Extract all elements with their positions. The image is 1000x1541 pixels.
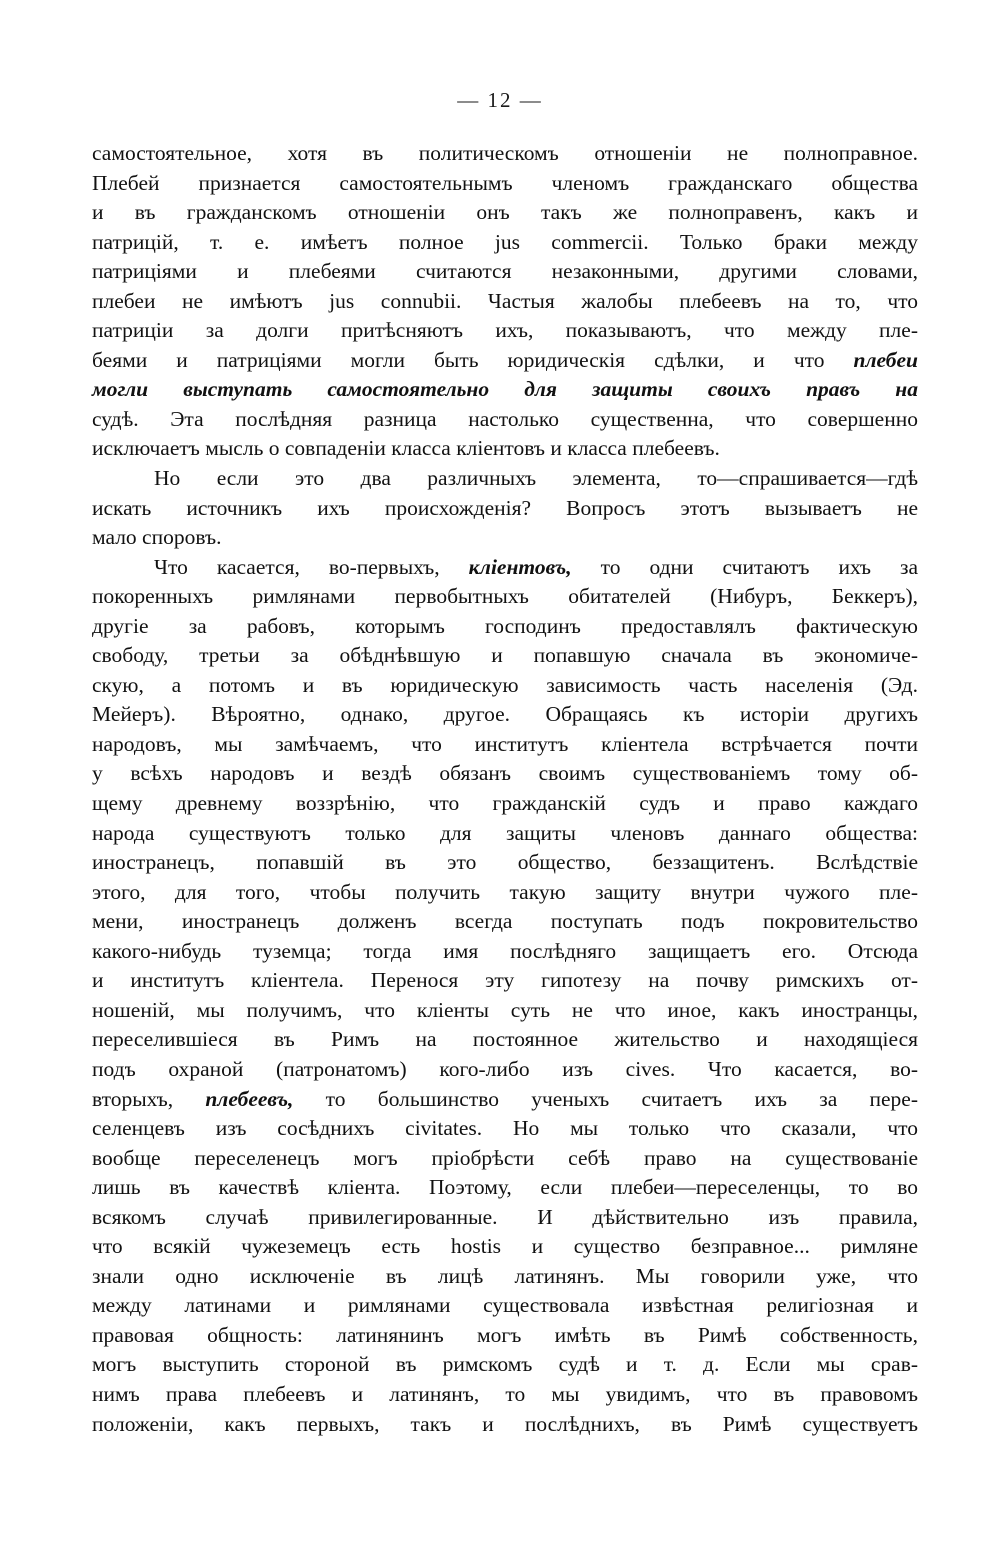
text-line: переселившіеся въ Римъ на постоянное жительство и находящіеся [92,1027,918,1052]
text-line: нимъ права плебеевъ и латинянъ, то мы увидимъ, что въ правовомъ [92,1381,918,1406]
text-line: судѣ. Эта послѣдняя разница настолько существенна, что совершенно [92,406,918,431]
text-fragment: Что касается, во-первыхъ, [154,554,440,579]
text-line: Плебей признается самостоятельнымъ членомъ гражданскаго общества [92,170,918,195]
text-fragment: вторыхъ, [92,1086,174,1111]
text-line: Но если это два различныхъ элемента, то—спрашивается—гдѣ [154,466,918,491]
text-line: мени, иностранецъ долженъ всегда поступать подъ покровительство [92,909,918,934]
text-line: свободу, третьи за обѣднѣвшую и попавшую сначала въ экономиче- [92,643,918,668]
text-line: лишь въ качествѣ кліента. Поэтому, если плебеи—переселенцы, то во [92,1175,918,1200]
text-fragment: то одни считаютъ ихъ за [600,554,919,579]
text-line: что всякій чужеземецъ есть hostis и существо безправное... римляне [92,1234,918,1259]
text-line: правовая общность: латинянинъ могъ имѣть въ Римѣ собственность, [92,1322,918,1347]
text-line: ношеній, мы получимъ, что кліенты суть не что иное, какъ иностранцы, [92,997,918,1022]
page-number: — 12 — [457,88,543,112]
text-line: селенцевъ изъ сосѣднихъ civitates. Но мы только что сказали, что [92,1116,918,1141]
text-line: у всѣхъ народовъ и вездѣ обязанъ своимъ существованіемъ тому об- [92,761,918,786]
text-line: знали одно исключеніе въ лицѣ латинянъ. Мы говорили уже, что [92,1263,918,1288]
text-line: всякомъ случаѣ привилегированные. И дѣйствительно изъ правила, [92,1204,918,1229]
text-line [92,375,918,405]
text-line: положеніи, какъ первыхъ, такъ и послѣднихъ, въ Римѣ существуетъ [92,1411,918,1436]
text-line: Мейеръ). Вѣроятно, однако, другое. Обращаясь къ исторіи другихъ [92,702,918,727]
text-line: щему древнему воззрѣнію, что гражданскій судъ и право каждаго [92,791,918,816]
text-line: иностранецъ, попавшій въ это общество, беззащитенъ. Вслѣдствіе [92,850,918,875]
text-line: исключаетъ мысль о совпаденіи класса кліентовъ и класса плебеевъ. [92,436,720,461]
text-line: патриціи за долги притѣсняютъ ихъ, показываютъ, что между пле- [92,318,918,343]
text-line: и институтъ кліентела. Перенося эту гипотезу на почву римскихъ от- [92,968,918,993]
text-line: мало споровъ. [92,525,222,550]
text-line: патрицій, т. е. имѣетъ полное jus commercii. Только браки между [92,229,918,254]
text-line: другіе за рабовъ, которымъ господинъ предоставлялъ фактическую [92,613,918,638]
text-line: патриціями и плебеями считаются незаконными, другими словами, [92,259,918,284]
text-line: какого-нибудь туземца; тогда имя послѣдняго защищаетъ его. Отсюда [92,938,918,963]
text-line [92,346,918,376]
body-text [92,139,918,1439]
text-line: вообще переселенецъ могъ пріобрѣсти себѣ право на существованіе [92,1145,918,1170]
text-line: искать источникъ ихъ происхожденія? Вопросъ этотъ вызываетъ не [92,495,918,520]
emphasis-text: кліентовъ, [468,554,572,579]
text-fragment: беями и патриціями могли быть юридическія сдѣлки, и что [92,347,825,372]
text-line: подъ охраной (патронатомъ) кого-либо изъ cives. Что касается, во- [92,1056,918,1081]
text-line: народовъ, мы замѣчаемъ, что институтъ кліентела встрѣчается почти [92,731,918,756]
emphasis-text: плебеевъ, [205,1086,294,1111]
emphasis-text: плебеи [853,347,919,372]
text-line: и въ гражданскомъ отношеніи онъ такъ же полноправенъ, какъ и [92,200,918,225]
text-line: самостоятельное, хотя въ политическомъ отношеніи не полноправное. [92,141,918,165]
emphasis-text: могли выступать самостоятельно для защиты своихъ правъ на [92,377,918,402]
text-line [92,1085,918,1115]
text-line: между латинами и римлянами существовала извѣстная религіозная и [92,1293,918,1318]
text-line: народа существуютъ только для защиты членовъ даннаго общества: [92,820,918,845]
text-line: могъ выступить стороной въ римскомъ судѣ и т. д. Если мы срав- [92,1352,918,1377]
text-line: скую, а потомъ и въ юридическую зависимость часть населенія (Эд. [92,672,918,697]
text-line: покоренныхъ римлянами первобытныхъ обитателей (Нибуръ, Беккеръ), [92,584,918,609]
text-line: этого, для того, чтобы получить такую защиту внутри чужого пле- [92,879,918,904]
text-fragment: то большинство ученыхъ считаетъ ихъ за пере- [325,1086,919,1111]
text-line: плебеи не имѣютъ jus connubii. Частыя жалобы плебеевъ на то, что [92,288,918,313]
text-line [92,553,918,583]
